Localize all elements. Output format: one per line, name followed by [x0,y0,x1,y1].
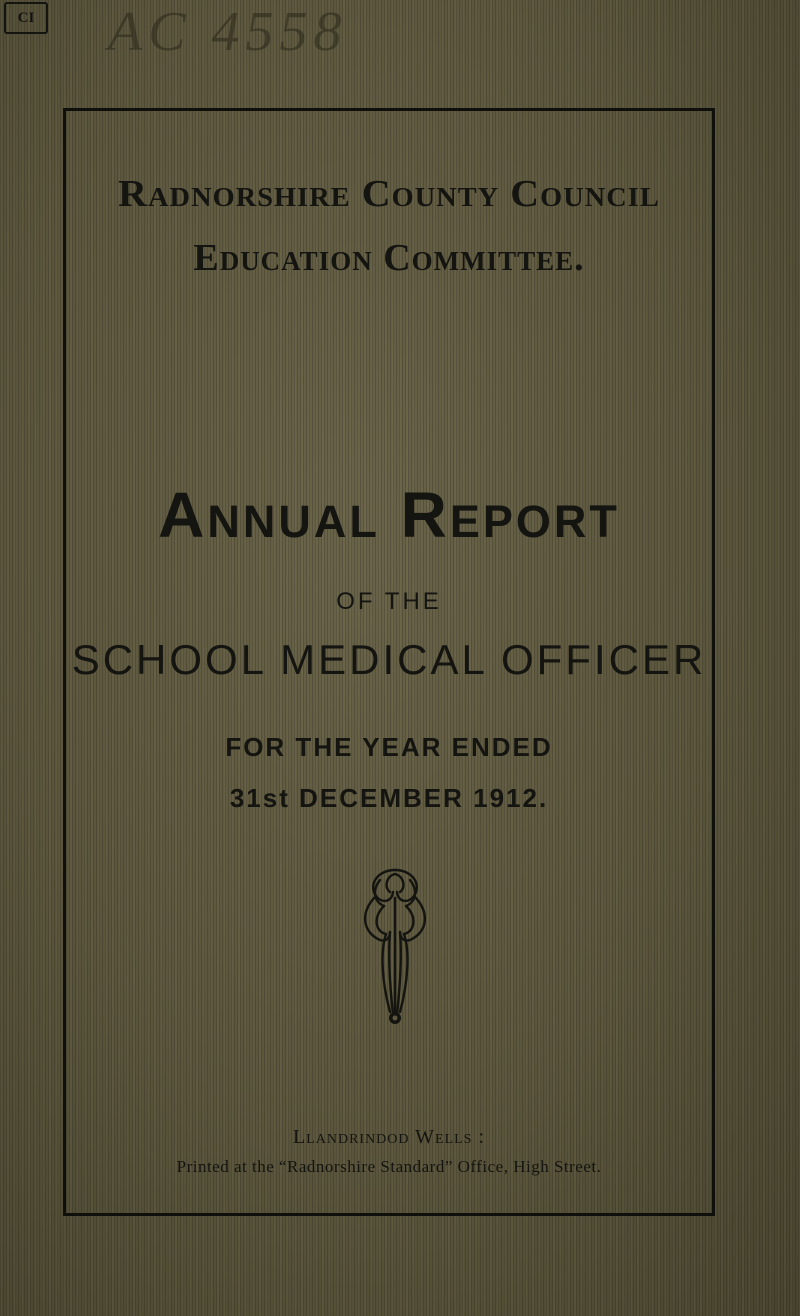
period-line-2: 31st DECEMBER 1912. [229,783,549,813]
art-nouveau-floral-ornament-icon [350,862,440,1032]
period-line-1: FOR THE YEAR ENDED [225,732,553,762]
accession-mark: AC 4558 [108,1,348,63]
report-title: Annual Report [158,479,620,551]
report-of-the: OF THE [336,588,442,615]
officer-title: SCHOOL MEDICAL OFFICER [71,636,707,683]
council-title: Radnorshire County Council [118,173,660,215]
library-stamp: CI [4,2,48,34]
committee-title: Education Committee. [193,237,585,279]
imprint-printer: Printed at the “Radnorshire Standard” Office, High Street. [176,1157,602,1176]
imprint-place: Llandrindod Wells : [292,1126,486,1148]
